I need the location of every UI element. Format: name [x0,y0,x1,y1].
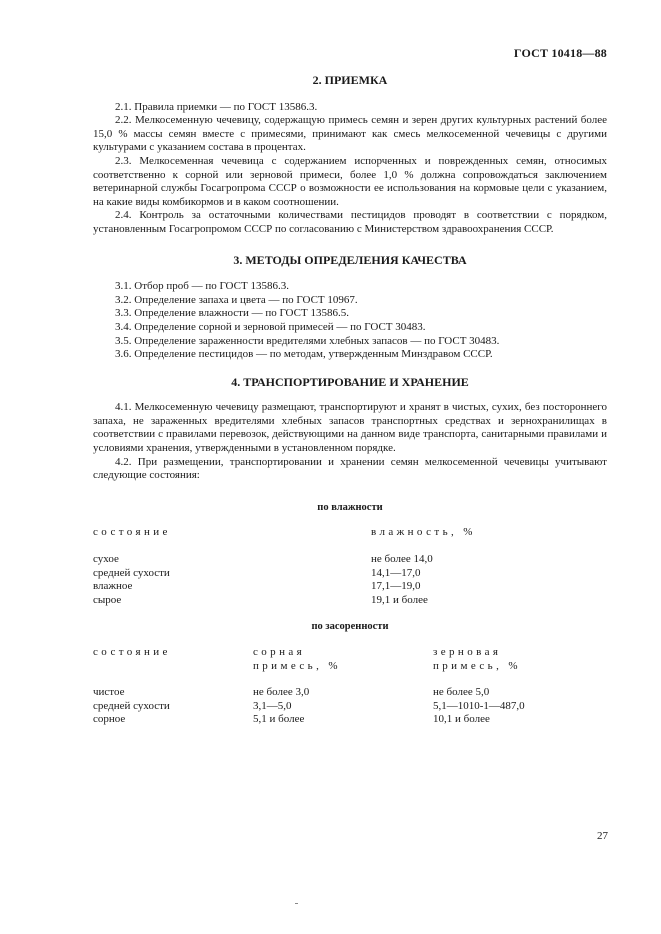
moisture-table-caption: по влажности [317,501,383,513]
table-cell: 19,1 и более [371,593,428,606]
table-row [93,553,607,567]
table-cell: средней сухости [93,566,170,579]
table-cell: 14,1—17,0 [371,566,421,579]
section-4-title: 4. ТРАНСПОРТИРОВАНИЕ И ХРАНЕНИЕ [231,374,469,389]
table-row [93,594,607,608]
paragraph-4-2: 4.2. При размещении, транспортировании и хранении семян мелкосеменной чечевицы учитывают следующие состояния: [93,455,607,482]
list-item-3-5: 3.5. Определение зараженности вредителями хлебных запасов — по ГОСТ 30483. [115,334,500,347]
paragraph-2-3: 2.3. Мелкосеменная чечевица с содержанием испорченных и поврежденных семян, относимых соответственно к сорной или зерновой примеси, более 1,0 % должна сопровождаться заключением ветеринарной службы Госагропрома СССР о возможности ее использования на кормовые цели с указанием, на какие виды комбикормов и в каком соотношении. [93,154,607,208]
table-cell: сырое [93,593,122,606]
document-code: ГОСТ 10418—88 [513,46,607,60]
list-item-3-3: 3.3. Определение влажности — по ГОСТ 13586.5. [115,307,349,320]
moisture-table [93,526,607,607]
table-row [93,700,607,714]
table-cell: 10,1 и более [433,713,490,726]
column-header: зерновая [433,646,502,658]
table-header-row [93,526,607,540]
table-cell: 17,1—19,0 [371,580,421,593]
column-header: состояние [93,646,171,658]
column-header: примесь, % [253,659,341,672]
table-cell: сорное [93,713,126,726]
table-header-row [93,646,607,660]
paragraph-2-4: 2.4. Контроль за остаточными количествами пестицидов проводят в соответствии с порядком, установленным Госагропромом СССР по согласованию с Министерством здравоохранения СССР. [93,209,607,235]
list-item-3-1: 3.1. Отбор проб — по ГОСТ 13586.3. [115,280,289,293]
table-cell: средней сухости [93,699,170,712]
paragraph-2-2: 2.2. Мелкосеменную чечевицу, содержащую примесь семян и зерен других культурных растений более 15,0 % массы семян вместе с примесями, принимают как смесь мелкосеменной чечевицы с другими культурами с указанием состава в процентах. [93,114,607,154]
column-header: примесь, % [433,659,521,672]
table-row [93,580,607,594]
table-cell: 5,1—1010-1—487,0 [433,699,525,712]
table-cell: не более 5,0 [433,686,490,699]
section-2-title: 2. ПРИЕМКА [312,73,388,87]
table-row [93,567,607,581]
contamination-table-caption: по засоренности [311,621,389,633]
contamination-table [93,646,607,727]
column-header [93,660,253,674]
list-item-3-6: 3.6. Определение пестицидов — по методам, утвержденным Минздравом СССР. [115,348,493,361]
page-number: 27 [597,830,608,842]
table-row [93,713,607,727]
table-cell: 3,1—5,0 [253,699,292,712]
document-body [93,74,607,727]
table-cell: не более 3,0 [253,686,310,699]
table-cell: 5,1 и более [253,713,305,726]
table-cell: сухое [93,553,119,566]
column-header: влажность, % [371,526,476,539]
column-header: сорная [253,646,306,658]
table-cell: чистое [93,686,125,699]
paragraph-4-1: 4.1. Мелкосеменную чечевицу размещают, транспортируют и хранят в чистых, сухих, без постороннего запаха, не зараженных вредителями хлебных запасов транспортных средствах и зернохранилищах в соответствии с правилами перевозок, действующими на данном виде транспорта, санитарными правилами и условиями хранения, утвержденными в установленном порядке. [93,401,607,455]
table-header-row [93,660,607,674]
list-item-3-4: 3.4. Определение сорной и зерновой примесей — по ГОСТ 30483. [115,320,426,333]
paragraph-2-1: 2.1. Правила приемки — по ГОСТ 13586.3. [115,100,318,113]
section-3-title: 3. МЕТОДЫ ОПРЕДЕЛЕНИЯ КАЧЕСТВА [233,252,467,267]
scan-mark [295,903,298,904]
table-cell: не более 14,0 [371,553,433,566]
list-item-3-2: 3.2. Определение запаха и цвета — по ГОСТ 10967. [115,293,358,306]
column-header: состояние [93,526,171,539]
table-row [93,686,607,700]
table-cell: влажное [93,580,133,593]
